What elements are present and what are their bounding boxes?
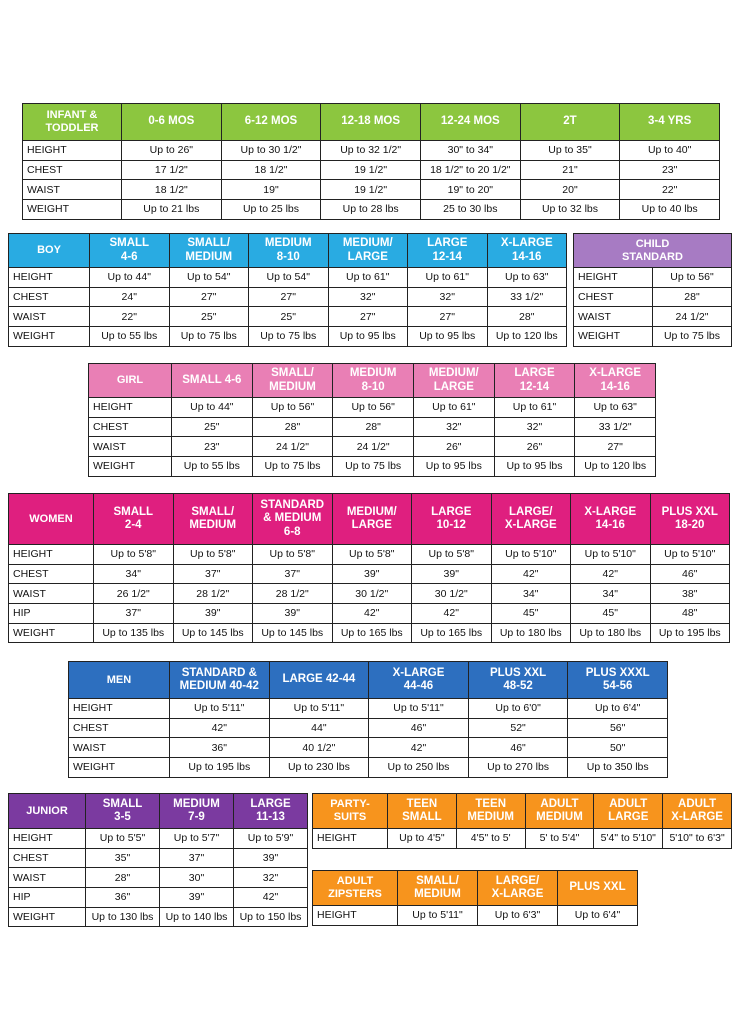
table-cell: Up to 6'3" [478,906,557,925]
table-cell: 5'4" to 5'10" [594,829,662,848]
table-cell: Up to 54" [170,268,249,287]
table-cell: 45" [571,604,650,623]
table-cell: 45" [492,604,571,623]
table-cell: Up to 26" [122,141,221,160]
table-cell: 39" [234,849,307,868]
table-cell: 46" [651,565,730,584]
table-cell: 32" [495,418,575,437]
girl-table [88,363,656,477]
table-cell: 28 1/2" [253,584,332,603]
size-header: MEDIUM/ LARGE [414,364,494,397]
junior-table [8,793,308,927]
table-cell: Up to 55 lbs [90,327,169,346]
size-header: TEEN SMALL [388,794,456,828]
table-cell: Up to 56" [653,268,731,287]
table-cell: Up to 270 lbs [469,758,568,777]
table-cell: Up to 4'5" [388,829,456,848]
size-header: SMALL 4-6 [90,234,169,267]
table-cell: Up to 5'8" [333,545,412,564]
table-cell: 18 1/2" to 20 1/2" [421,161,520,180]
table-cell: 42" [369,738,468,757]
table-cell: 19 1/2" [321,161,420,180]
table-cell: 21" [521,161,620,180]
row-label: HEIGHT [9,545,93,564]
table-cell: Up to 40" [620,141,719,160]
size-header: 0-6 MOS [122,104,221,140]
table-cell: Up to 130 lbs [86,908,159,927]
table-cell: Up to 25 lbs [222,200,321,219]
size-header: SMALL/ MEDIUM [398,871,477,905]
table-cell: Up to 75 lbs [333,457,413,476]
size-header: 12-24 MOS [421,104,520,140]
size-header: X-LARGE 14-16 [488,234,567,267]
row-label: WEIGHT [23,200,121,219]
table-cell: 26" [495,437,575,456]
table-cell: 28" [253,418,333,437]
size-header: MEDIUM 7-9 [160,794,233,828]
row-label: WAIST [89,437,171,456]
table-cell: Up to 61" [329,268,408,287]
table-cell: 25" [249,307,328,326]
table-cell: Up to 35" [521,141,620,160]
size-header: SMALL 4-6 [172,364,252,397]
row-label: HEIGHT [9,268,89,287]
table-title: JUNIOR [9,794,85,828]
table-cell: Up to 63" [575,398,655,417]
size-header: TEEN MEDIUM [457,794,525,828]
infant-toddler-table [22,103,720,220]
row-label: CHEST [574,288,652,307]
table-cell: Up to 95 lbs [414,457,494,476]
row-label: WEIGHT [9,908,85,927]
row-label: WAIST [9,584,93,603]
table-cell: Up to 54" [249,268,328,287]
table-cell: Up to 61" [408,268,487,287]
size-header: STANDARD & MEDIUM 40-42 [170,662,269,698]
party-suits-table [312,793,732,849]
table-cell: Up to 21 lbs [122,200,221,219]
size-header: SMALL/ MEDIUM [170,234,249,267]
table-cell: Up to 63" [488,268,567,287]
table-cell: Up to 44" [90,268,169,287]
table-cell: 22" [620,180,719,199]
table-cell: Up to 32 1/2" [321,141,420,160]
row-label: CHEST [69,719,169,738]
size-header: SMALL 3-5 [86,794,159,828]
table-cell: Up to 40 lbs [620,200,719,219]
table-cell: 33 1/2" [575,418,655,437]
size-header: SMALL/ MEDIUM [174,494,253,544]
table-cell: 5' to 5'4" [526,829,594,848]
table-cell: Up to 250 lbs [369,758,468,777]
table-cell: Up to 5'11" [170,699,269,718]
table-cell: 25" [172,418,252,437]
table-cell: 27" [249,288,328,307]
table-cell: 27" [170,288,249,307]
table-cell: 34" [94,565,173,584]
table-cell: Up to 5'10" [651,545,730,564]
size-header: LARGE 11-13 [234,794,307,828]
table-title: PARTY- SUITS [313,794,387,828]
table-cell: 36" [170,738,269,757]
size-header: LARGE/ X-LARGE [478,871,557,905]
table-cell: Up to 95 lbs [495,457,575,476]
table-cell: Up to 5'7" [160,829,233,848]
row-label: CHEST [9,288,89,307]
table-cell: 36" [86,888,159,907]
table-cell: Up to 44" [172,398,252,417]
table-cell: 27" [575,437,655,456]
table-cell: Up to 75 lbs [249,327,328,346]
table-cell: Up to 120 lbs [488,327,567,346]
table-cell: 17 1/2" [122,161,221,180]
table-cell: 35" [86,849,159,868]
table-cell: Up to 195 lbs [651,624,730,643]
table-cell: Up to 150 lbs [234,908,307,927]
table-cell: Up to 56" [333,398,413,417]
table-cell: 39" [174,604,253,623]
size-header: LARGE 12-14 [408,234,487,267]
table-cell: Up to 180 lbs [492,624,571,643]
row-label: WEIGHT [69,758,169,777]
size-header: SMALL 2-4 [94,494,173,544]
row-label: WEIGHT [574,327,652,346]
row-label: CHEST [9,565,93,584]
table-cell: 39" [412,565,491,584]
table-cell: 20" [521,180,620,199]
table-cell: 42" [333,604,412,623]
table-cell: Up to 6'0" [469,699,568,718]
table-cell: Up to 145 lbs [253,624,332,643]
row-label: WAIST [9,307,89,326]
table-cell: Up to 55 lbs [172,457,252,476]
row-label: CHEST [89,418,171,437]
table-cell: 24 1/2" [333,437,413,456]
table-cell: 24" [90,288,169,307]
table-title: ADULT ZIPSTERS [313,871,397,905]
size-header: 6-12 MOS [222,104,321,140]
table-cell: Up to 180 lbs [571,624,650,643]
size-header: PLUS XXL [558,871,637,905]
table-cell: 22" [90,307,169,326]
table-title: GIRL [89,364,171,397]
table-title: INFANT & TODDLER [23,104,121,140]
table-cell: Up to 5'8" [412,545,491,564]
table-cell: 38" [651,584,730,603]
table-cell: 26" [414,437,494,456]
table-cell: 46" [469,738,568,757]
table-cell: 42" [492,565,571,584]
table-cell: 42" [571,565,650,584]
size-header: PLUS XXL 18-20 [651,494,730,544]
row-label: HEIGHT [9,829,85,848]
table-cell: 18 1/2" [222,161,321,180]
table-cell: 25 to 30 lbs [421,200,520,219]
table-cell: 32" [234,868,307,887]
table-cell: 19 1/2" [321,180,420,199]
row-label: HIP [9,604,93,623]
table-cell: 32" [414,418,494,437]
row-label: WEIGHT [9,624,93,643]
table-cell: Up to 61" [495,398,575,417]
table-cell: Up to 195 lbs [170,758,269,777]
table-cell: 39" [333,565,412,584]
table-cell: 19" to 20" [421,180,520,199]
table-cell: 30 1/2" [412,584,491,603]
table-title: CHILD STANDARD [574,234,731,267]
table-cell: 46" [369,719,468,738]
size-header: SMALL/ MEDIUM [253,364,333,397]
table-cell: 37" [253,565,332,584]
size-header: X-LARGE 44-46 [369,662,468,698]
table-cell: Up to 95 lbs [329,327,408,346]
table-cell: Up to 5'8" [94,545,173,564]
table-cell: 52" [469,719,568,738]
size-header: 12-18 MOS [321,104,420,140]
table-cell: 4'5" to 5' [457,829,525,848]
men-table [68,661,668,778]
table-cell: 25" [170,307,249,326]
table-cell: 23" [620,161,719,180]
table-cell: 42" [412,604,491,623]
table-cell: 27" [408,307,487,326]
women-table [8,493,730,643]
table-cell: 19" [222,180,321,199]
size-header: 3-4 YRS [620,104,719,140]
size-header: STANDARD & MEDIUM 6-8 [253,494,332,544]
table-cell: Up to 32 lbs [521,200,620,219]
table-cell: 44" [270,719,369,738]
table-cell: Up to 5'5" [86,829,159,848]
size-header: X-LARGE 14-16 [571,494,650,544]
table-cell: 34" [571,584,650,603]
table-cell: Up to 5'10" [571,545,650,564]
boy-table [8,233,567,347]
table-cell: Up to 5'11" [369,699,468,718]
size-header: LARGE/ X-LARGE [492,494,571,544]
table-cell: 30 1/2" [333,584,412,603]
size-header: ADULT LARGE [594,794,662,828]
table-cell: Up to 30 1/2" [222,141,321,160]
size-header: MEDIUM/ LARGE [333,494,412,544]
table-cell: 32" [408,288,487,307]
table-cell: 28" [86,868,159,887]
table-cell: 40 1/2" [270,738,369,757]
table-cell: Up to 5'11" [270,699,369,718]
table-cell: 28" [488,307,567,326]
table-cell: 39" [253,604,332,623]
size-header: PLUS XXXL 54-56 [568,662,667,698]
row-label: WEIGHT [89,457,171,476]
table-cell: Up to 165 lbs [412,624,491,643]
table-cell: 24 1/2" [253,437,333,456]
size-header: ADULT MEDIUM [526,794,594,828]
table-cell: Up to 75 lbs [653,327,731,346]
table-cell: 18 1/2" [122,180,221,199]
table-cell: Up to 5'8" [174,545,253,564]
table-cell: Up to 135 lbs [94,624,173,643]
table-cell: 24 1/2" [653,307,731,326]
table-cell: 28" [653,288,731,307]
table-cell: 42" [170,719,269,738]
table-cell: Up to 56" [253,398,333,417]
table-cell: 48" [651,604,730,623]
table-cell: Up to 145 lbs [174,624,253,643]
row-label: HEIGHT [313,829,387,848]
size-header: LARGE 10-12 [412,494,491,544]
row-label: CHEST [9,849,85,868]
table-cell: Up to 5'8" [253,545,332,564]
size-header: MEDIUM/ LARGE [329,234,408,267]
table-title: WOMEN [9,494,93,544]
table-title: MEN [69,662,169,698]
row-label: WEIGHT [9,327,89,346]
table-cell: 37" [94,604,173,623]
table-cell: Up to 120 lbs [575,457,655,476]
row-label: HEIGHT [69,699,169,718]
row-label: WAIST [9,868,85,887]
adult-zipsters-table [312,870,638,926]
table-cell: 37" [174,565,253,584]
table-cell: Up to 230 lbs [270,758,369,777]
table-cell: 28 1/2" [174,584,253,603]
row-label: HEIGHT [89,398,171,417]
row-label: WAIST [69,738,169,757]
table-cell: Up to 5'11" [398,906,477,925]
size-header: MEDIUM 8-10 [333,364,413,397]
table-cell: Up to 6'4" [568,699,667,718]
row-label: HIP [9,888,85,907]
table-cell: 23" [172,437,252,456]
table-cell: 50" [568,738,667,757]
table-cell: Up to 5'10" [492,545,571,564]
row-label: HEIGHT [574,268,652,287]
table-cell: Up to 95 lbs [408,327,487,346]
size-header: PLUS XXL 48-52 [469,662,568,698]
table-cell: 56" [568,719,667,738]
table-cell: 39" [160,888,233,907]
table-cell: Up to 6'4" [558,906,637,925]
row-label: WAIST [574,307,652,326]
row-label: WAIST [23,180,121,199]
size-header: X-LARGE 14-16 [575,364,655,397]
table-title: BOY [9,234,89,267]
table-cell: 26 1/2" [94,584,173,603]
table-cell: 30" to 34" [421,141,520,160]
table-cell: Up to 140 lbs [160,908,233,927]
table-cell: 28" [333,418,413,437]
table-cell: 32" [329,288,408,307]
size-header: LARGE 12-14 [495,364,575,397]
table-cell: 27" [329,307,408,326]
size-header: 2T [521,104,620,140]
size-header: ADULT X-LARGE [663,794,731,828]
row-label: HEIGHT [23,141,121,160]
size-header: MEDIUM 8-10 [249,234,328,267]
table-cell: Up to 5'9" [234,829,307,848]
table-cell: Up to 75 lbs [253,457,333,476]
table-cell: 5'10" to 6'3" [663,829,731,848]
size-header: LARGE 42-44 [270,662,369,698]
table-cell: Up to 350 lbs [568,758,667,777]
table-cell: Up to 61" [414,398,494,417]
table-cell: Up to 75 lbs [170,327,249,346]
table-cell: Up to 28 lbs [321,200,420,219]
table-cell: 42" [234,888,307,907]
table-cell: 33 1/2" [488,288,567,307]
child-standard-table [573,233,732,347]
table-cell: 34" [492,584,571,603]
row-label: HEIGHT [313,906,397,925]
table-cell: Up to 165 lbs [333,624,412,643]
table-cell: 37" [160,849,233,868]
row-label: CHEST [23,161,121,180]
table-cell: 30" [160,868,233,887]
